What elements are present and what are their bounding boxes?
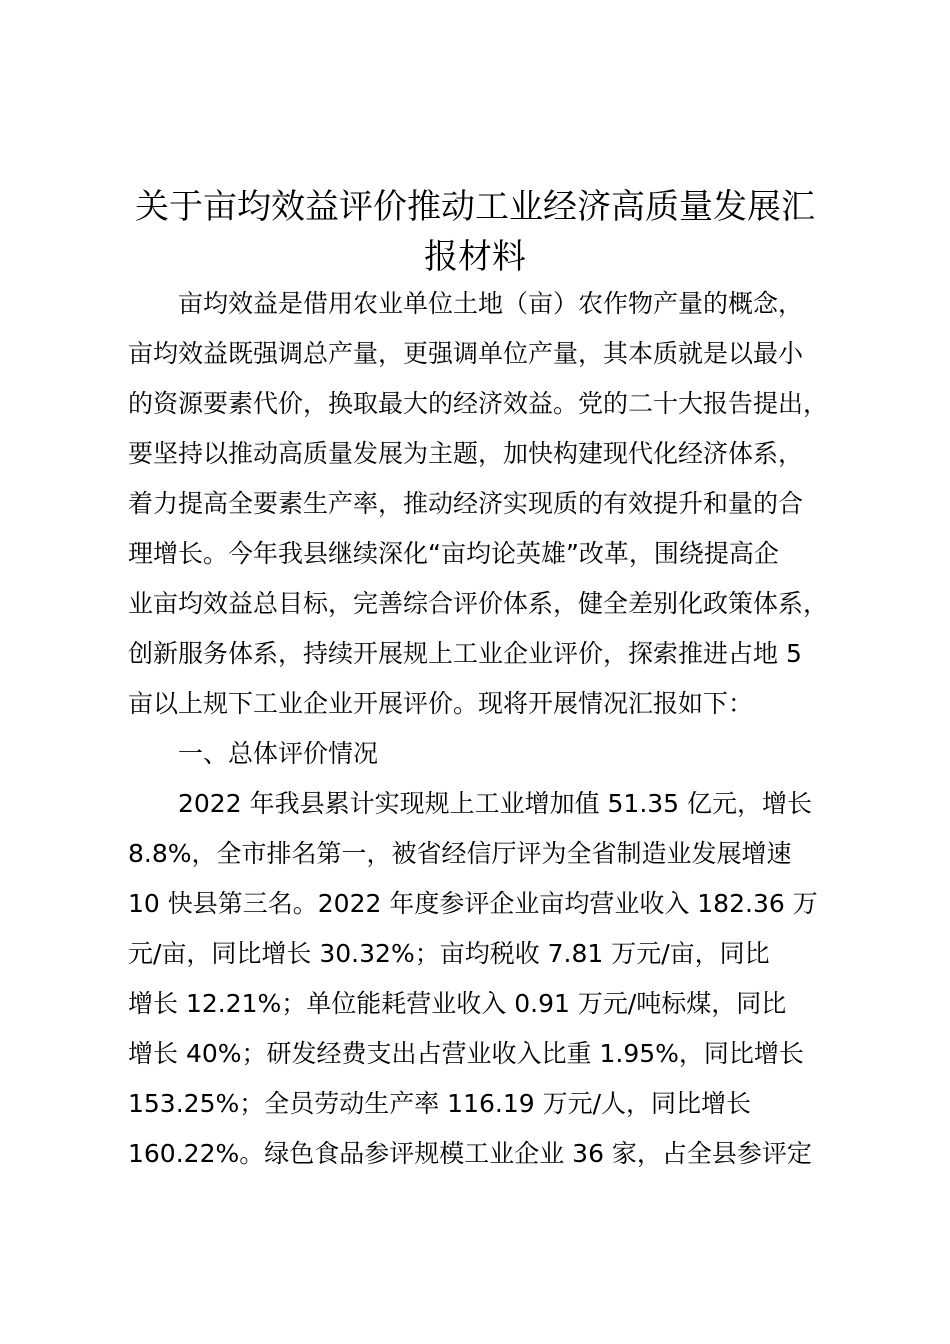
paragraph-1-line-1: 亩均效益是借用农业单位土地（亩）农作物产量的概念， xyxy=(178,289,804,318)
paragraph-1-line-8: 创新服务体系，持续开展规上工业企业评价，探索推进占地 5 xyxy=(128,639,802,668)
paragraph-2-line-6: 增长 40%；研发经费支出占营业收入比重 1.95%，同比增长 xyxy=(128,1039,804,1068)
paragraph-1-line-9: 亩以上规下工业企业开展评价。现将开展情况汇报如下： xyxy=(128,689,754,718)
paragraph-2-line-5: 增长 12.21%；单位能耗营业收入 0.91 万元/吨标煤，同比 xyxy=(128,989,787,1018)
paragraph-1-line-3: 的资源要素代价，换取最大的经济效益。党的二十大报告提出， xyxy=(128,389,829,418)
paragraph-2-line-1: 2022 年我县累计实现规上工业增加值 51.35 亿元，增长 xyxy=(178,789,813,818)
paragraph-1-line-6: 理增长。今年我县继续深化“亩均论英雄”改革，围绕提高企 xyxy=(128,539,779,568)
paragraph-1-line-5: 着力提高全要素生产率，推动经济实现质的有效提升和量的合 xyxy=(128,489,804,518)
paragraph-1-line-4: 要坚持以推动高质量发展为主题，加快构建现代化经济体系， xyxy=(128,439,804,468)
document-title-line-1: 关于亩均效益评价推动工业经济高质量发展汇 xyxy=(135,187,815,227)
paragraph-2-line-2: 8.8%，全市排名第一，被省经信厅评为全省制造业发展增速 xyxy=(128,839,792,868)
paragraph-1-line-7: 业亩均效益总目标，完善综合评价体系，健全差别化政策体系， xyxy=(128,589,829,618)
section-heading-1: 一、总体评价情况 xyxy=(178,739,379,768)
paragraph-2-line-3: 10 快县第三名。2022 年度参评企业亩均营业收入 182.36 万 xyxy=(128,889,818,918)
paragraph-2-line-4: 元/亩，同比增长 30.32%；亩均税收 7.81 万元/亩，同比 xyxy=(128,939,770,968)
document-title-line-2: 报材料 xyxy=(424,237,526,277)
paragraph-2-line-8: 160.22%。绿色食品参评规模工业企业 36 家，占全县参评定 xyxy=(128,1139,812,1168)
paragraph-1-line-2: 亩均效益既强调总产量，更强调单位产量，其本质就是以最小 xyxy=(128,339,804,368)
paragraph-2-line-7: 153.25%；全员劳动生产率 116.19 万元/人，同比增长 xyxy=(128,1089,752,1118)
